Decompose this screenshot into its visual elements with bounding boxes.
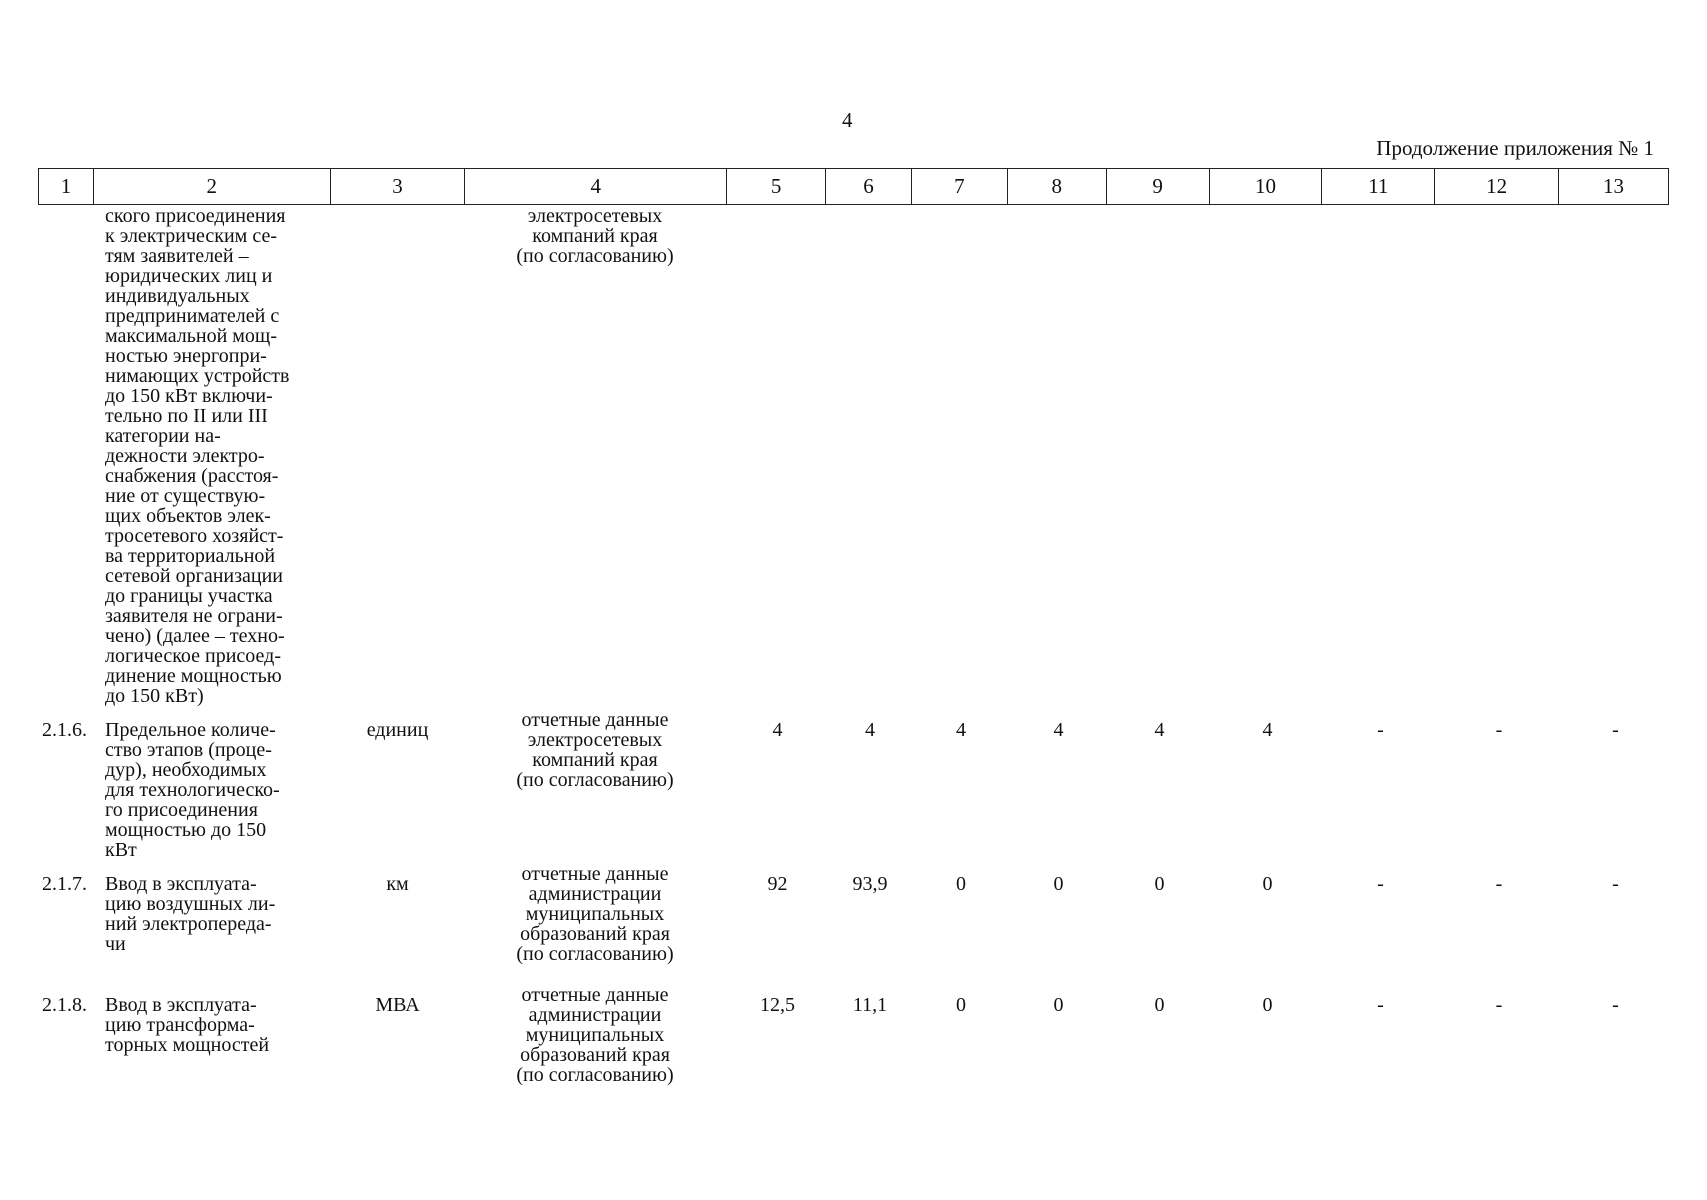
header-col-2: 2 xyxy=(94,169,331,204)
row-2-1-6-number: 2.1.6. xyxy=(42,719,87,741)
row-2-1-6-col5: 4 xyxy=(772,719,783,741)
header-col-8: 8 xyxy=(1008,169,1107,204)
row-2-1-8-col9: 0 xyxy=(1154,994,1165,1016)
row-2-1-6-description: Предельное количе- ство этапов (проце- дур), необходимых для технологическо- го присоединения мощностью до 150 кВт xyxy=(105,719,280,861)
header-col-3: 3 xyxy=(331,169,466,204)
row-2-1-7-number: 2.1.7. xyxy=(42,873,87,895)
row-2-1-8-number: 2.1.8. xyxy=(42,994,87,1016)
continued-row-source: электросетевых компаний края (по согласованию) xyxy=(516,205,674,267)
row-2-1-8-col13: - xyxy=(1612,994,1619,1016)
header-col-5: 5 xyxy=(727,169,826,204)
row-2-1-8-col10: 0 xyxy=(1262,994,1273,1016)
row-2-1-7-col13: - xyxy=(1612,873,1619,895)
row-2-1-7-description: Ввод в эксплуата- цию воздушных ли- ний электропереда- чи xyxy=(105,873,276,955)
row-2-1-7-source: отчетные данные администрации муниципальных образований края (по согласованию) xyxy=(516,863,674,965)
row-2-1-8-col8: 0 xyxy=(1053,994,1064,1016)
row-2-1-6-col7: 4 xyxy=(956,719,966,741)
row-2-1-7-col11: - xyxy=(1377,873,1384,895)
page-number: 4 xyxy=(842,108,853,132)
header-col-12: 12 xyxy=(1435,169,1559,204)
header-col-4: 4 xyxy=(465,169,727,204)
row-2-1-6-unit: единиц xyxy=(366,719,429,741)
row-2-1-7-col8: 0 xyxy=(1053,873,1064,895)
row-2-1-6-col10: 4 xyxy=(1262,719,1273,741)
row-2-1-8-col12: - xyxy=(1495,994,1503,1016)
row-2-1-7-col5: 92 xyxy=(767,873,788,895)
row-2-1-8-unit: МВА xyxy=(375,994,420,1016)
row-2-1-6-source: отчетные данные электросетевых компаний края (по согласованию) xyxy=(516,709,674,791)
row-2-1-6-col11: - xyxy=(1377,719,1384,741)
row-2-1-8-col7: 0 xyxy=(956,994,966,1016)
row-2-1-7-unit: км xyxy=(386,873,409,895)
row-2-1-8-source: отчетные данные администрации муниципальных образований края (по согласованию) xyxy=(516,984,674,1086)
header-col-11: 11 xyxy=(1322,169,1435,204)
row-2-1-8-col6: 11,1 xyxy=(852,994,888,1016)
row-2-1-6-col6: 4 xyxy=(865,719,875,741)
row-2-1-8-col11: - xyxy=(1377,994,1384,1016)
header-col-9: 9 xyxy=(1107,169,1210,204)
row-2-1-7-col9: 0 xyxy=(1154,873,1165,895)
row-2-1-7-col12: - xyxy=(1495,873,1503,895)
row-2-1-7-col7: 0 xyxy=(956,873,966,895)
row-2-1-6-col12: - xyxy=(1495,719,1503,741)
header-col-13: 13 xyxy=(1603,174,1625,198)
row-2-1-8-description: Ввод в эксплуата- цию трансформа- торных мощностей xyxy=(105,994,270,1056)
row-2-1-8-col5: 12,5 xyxy=(760,994,795,1016)
table-header xyxy=(38,168,1669,205)
header-col-1: 1 xyxy=(39,169,94,204)
row-2-1-7-col10: 0 xyxy=(1262,873,1273,895)
header-col-6: 6 xyxy=(826,169,912,204)
continued-row-description: ского присоединения к электрическим се- тям заявителей – юридических лиц и индивидуальных предпринимателей с максимальной мощ- ностью энергопри- нимающих устройств до 150 кВт включи- тельно по II или III категории на- дежности электро- снабжения (расстоя- ние от существую- щих объектов элек- тросетевого хозяйст- ва территориальной сетевой организации до границы участка заявителя не ограни- чено) (далее – техно- логическое присоед- динение мощностью до 150 кВт) xyxy=(105,205,290,707)
row-2-1-6-col13: - xyxy=(1612,719,1619,741)
row-2-1-6-col8: 4 xyxy=(1053,719,1064,741)
continuation-label: Продолжение приложения № 1 xyxy=(1376,136,1654,160)
row-2-1-7-col6: 93,9 xyxy=(852,873,888,895)
header-col-7: 7 xyxy=(912,169,1008,204)
row-2-1-6-col9: 4 xyxy=(1154,719,1165,741)
header-col-10: 10 xyxy=(1210,169,1323,204)
